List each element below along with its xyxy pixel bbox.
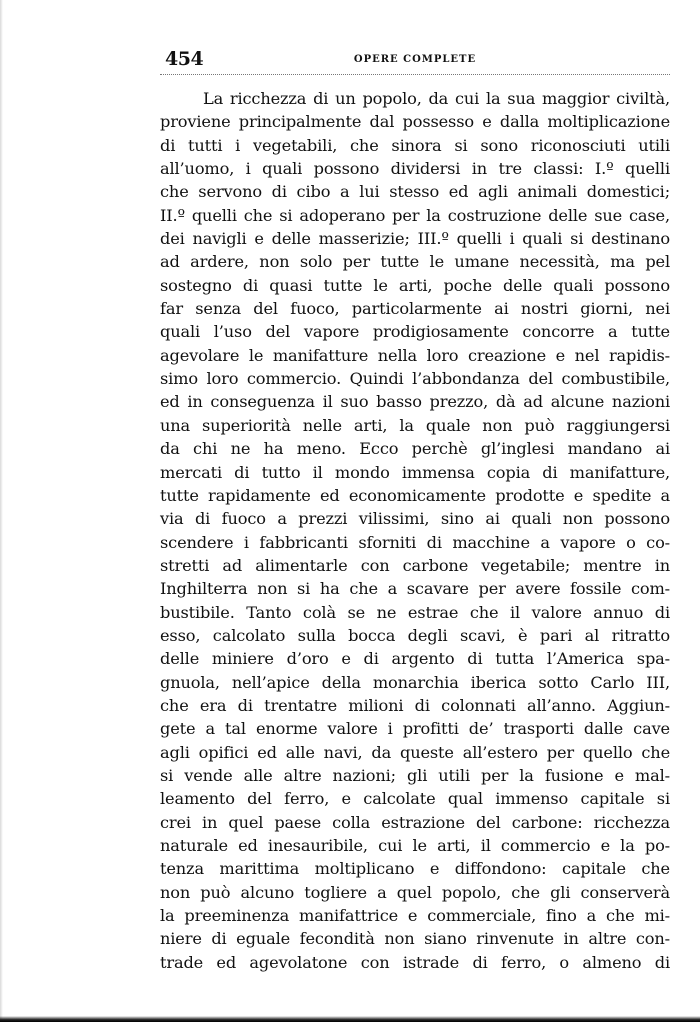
scan-shadow-left bbox=[0, 0, 3, 1022]
text-line: esso, calcolato sulla bocca degli scavi, è pari al ritratto bbox=[160, 625, 670, 645]
running-head: OPERE COMPLETE bbox=[353, 54, 477, 65]
page-header bbox=[160, 48, 670, 70]
text-line: delle miniere d’oro e di argento di tutta l’America spa- bbox=[160, 649, 670, 669]
text-line: proviene principalmente dal possesso e dalla moltiplicazione bbox=[160, 112, 670, 132]
text-line: gnuola, nell’apice della monarchia iberica sotto Carlo III, bbox=[160, 672, 670, 692]
text-line: che servono di cibo a lui stesso ed agli animali domestici; bbox=[160, 182, 670, 202]
text-line: simo loro commercio. Quindi l’abbondanza del combustibile, bbox=[160, 369, 670, 389]
text-line: una superiorità nelle arti, la quale non può raggiungersi bbox=[160, 415, 670, 435]
text-line: all’uomo, i quali possono dividersi in tre classi: I.º quelli bbox=[160, 159, 670, 179]
text-line: di tutti i vegetabili, che sinora si sono riconosciuti utili bbox=[160, 135, 670, 155]
page-number: 454 bbox=[165, 48, 204, 70]
text-line: tenza marittima moltiplicano e diffondono: capitale che bbox=[160, 859, 670, 879]
text-line: crei in quel paese colla estrazione del carbone: ricchezza bbox=[160, 812, 670, 832]
text-line: via di fuoco a prezzi vilissimi, sino ai quali non possono bbox=[160, 509, 670, 529]
text-line: sostegno di quasi tutte le arti, poche delle quali possono bbox=[160, 275, 670, 295]
text-line: mercati di tutto il mondo immensa copia di manifatture, bbox=[160, 462, 670, 482]
text-line: leamento del ferro, e calcolate qual immenso capitale si bbox=[160, 789, 670, 809]
scan-edge-bottom bbox=[0, 1016, 700, 1022]
text-line: niere di eguale fecondità non siano rinvenute in altre con- bbox=[160, 929, 670, 949]
text-line: II.º quelli che si adoperano per la costruzione delle sue case, bbox=[160, 205, 670, 225]
text-line: agevolare le manifatture nella loro creazione e nel rapidis- bbox=[160, 345, 670, 365]
text-line: non può alcuno togliere a quel popolo, che gli conserverà bbox=[160, 882, 670, 902]
text-line: far senza del fuoco, particolarmente ai nostri giorni, nei bbox=[160, 299, 670, 319]
text-line: da chi ne ha meno. Ecco perchè gl’inglesi mandano ai bbox=[160, 439, 670, 459]
text-line: quali l’uso del vapore prodigiosamente concorre a tutte bbox=[160, 322, 670, 342]
text-line: la preeminenza manifattrice e commerciale, fino a che mi- bbox=[160, 906, 670, 926]
text-line: ad ardere, non solo per tutte le umane necessità, ma pel bbox=[160, 252, 670, 272]
text-line: trade ed agevolatone con istrade di ferro, o almeno di bbox=[160, 952, 670, 972]
text-line: agli opifici ed alle navi, da queste all’estero per quello che bbox=[160, 742, 670, 762]
text-line: si vende alle altre nazioni; gli utili per la fusione e mal- bbox=[160, 765, 670, 785]
text-line: ed in conseguenza il suo basso prezzo, dà ad alcune nazioni bbox=[160, 392, 670, 412]
text-line: naturale ed inesauribile, cui le arti, il commercio e la po- bbox=[160, 836, 670, 855]
text-line: dei navigli e delle masserizie; III.º quelli i quali si destinano bbox=[160, 229, 670, 249]
text-line: La ricchezza di un popolo, da cui la sua maggior civiltà, bbox=[203, 89, 670, 108]
text-line: scendere i fabbricanti sforniti di macchine a vapore o co- bbox=[160, 532, 670, 552]
text-line: che era di trentatre milioni di colonnati all’anno. Aggiun- bbox=[160, 695, 670, 715]
text-line: gete a tal enorme valore i profitti de’ trasporti dalle cave bbox=[160, 719, 670, 739]
text-line: stretti ad alimentarle con carbone vegetabile; mentre in bbox=[160, 555, 670, 575]
header-rule bbox=[160, 74, 670, 75]
text-line: Inghilterra non si ha che a scavare per avere fossile com- bbox=[160, 579, 670, 599]
text-line: tutte rapidamente ed economicamente prodotte e spedite a bbox=[160, 485, 670, 505]
text-line: bustibile. Tanto colà se ne estrae che il valore annuo di bbox=[160, 602, 670, 622]
paragraph bbox=[160, 87, 670, 974]
